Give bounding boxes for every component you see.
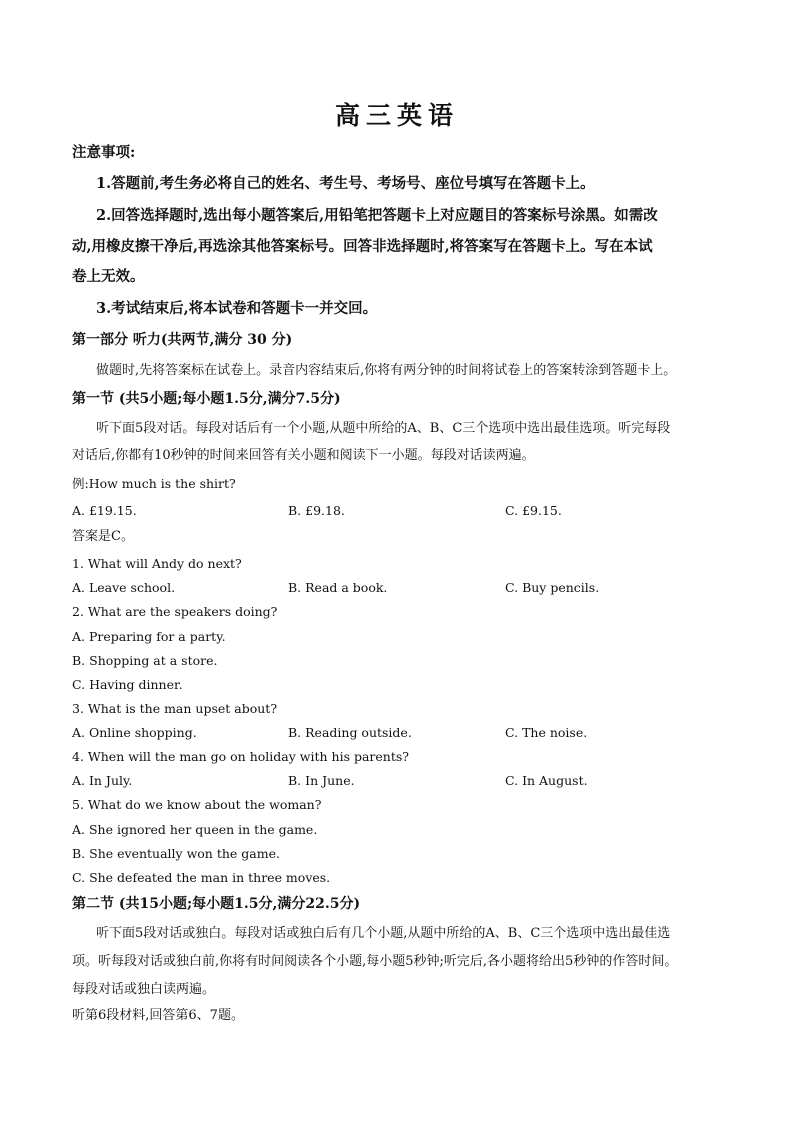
notice-heading: 注意事项:: [72, 144, 136, 161]
question-2: 2. What are the speakers doing?: [72, 604, 278, 619]
section2-instruction-line-3: 每段对话或独白读两遍。: [72, 982, 216, 997]
notice-item-2-line-1: 2.回答选择题时,选出每小题答案后,用铅笔把答题卡上对应题目的答案标号涂黑。如需改: [96, 207, 658, 224]
question-2-option-b: B. Shopping at a store.: [72, 653, 218, 668]
section1-instruction-line-2: 对话后,你都有10秒钟的时间来回答有关小题和阅读下一小题。每段对话读两遍。: [72, 448, 535, 463]
example-question: 例:How much is the shirt?: [72, 476, 236, 491]
section2-material-label: 听第6段材料,回答第6、7题。: [72, 1008, 244, 1023]
section2-instruction-line-1: 听下面5段对话或独白。每段对话或独白后有几个小题,从题中所给的A、B、C三个选项中选出最佳选: [96, 926, 671, 941]
example-answer: 答案是C。: [72, 529, 134, 544]
notice-item-3: 3.考试结束后,将本试卷和答题卡一并交回。: [96, 300, 378, 317]
notice-item-2-line-3: 卷上无效。: [72, 268, 145, 285]
question-3: 3. What is the man upset about?: [72, 701, 278, 716]
page-title: 高三英语: [334, 101, 459, 130]
question-1-option-c: C. Buy pencils.: [505, 580, 600, 595]
question-3-option-a: A. Online shopping.: [72, 725, 197, 740]
example-option-b: B. £9.18.: [288, 503, 345, 518]
question-3-option-b: B. Reading outside.: [288, 725, 412, 740]
section1-instruction-line-1: 听下面5段对话。每段对话后有一个小题,从题中所给的A、B、C三个选项中选出最佳选项。听完每段: [96, 421, 671, 436]
question-5-option-a: A. She ignored her queen in the game.: [72, 822, 318, 837]
question-5: 5. What do we know about the woman?: [72, 797, 322, 812]
part1-instruction: 做题时,先将答案标在试卷上。录音内容结束后,你将有两分钟的时间将试卷上的答案转涂到答题卡上。: [96, 363, 677, 378]
question-5-option-b: B. She eventually won the game.: [72, 846, 280, 861]
question-4-option-c: C. In August.: [505, 773, 588, 788]
question-5-option-c: C. She defeated the man in three moves.: [72, 870, 331, 885]
question-4-option-a: A. In July.: [72, 773, 133, 788]
notice-item-2-line-2: 动,用橡皮擦干净后,再选涂其他答案标号。回答非选择题时,将答案写在答题卡上。写在本试: [72, 238, 653, 255]
example-option-a: A. £19.15.: [72, 503, 137, 518]
example-option-c: C. £9.15.: [505, 503, 562, 518]
section1-heading: 第一节 (共5小题;每小题1.5分,满分7.5分): [72, 391, 341, 407]
section2-heading: 第二节 (共15小题;每小题1.5分,满分22.5分): [72, 896, 361, 912]
question-4-option-b: B. In June.: [288, 773, 355, 788]
notice-item-1: 1.答题前,考生务必将自己的姓名、考生号、考场号、座位号填写在答题卡上。: [96, 175, 595, 192]
question-4: 4. When will the man go on holiday with his parents?: [72, 749, 409, 764]
question-1: 1. What will Andy do next?: [72, 556, 242, 571]
section2-instruction-line-2: 项。听每段对话或独白前,你将有时间阅读各个小题,每小题5秒钟;听完后,各小题将给出5秒钟的作答时间。: [72, 954, 678, 969]
question-2-option-c: C. Having dinner.: [72, 677, 183, 692]
question-1-option-b: B. Read a book.: [288, 580, 388, 595]
question-1-option-a: A. Leave school.: [72, 580, 176, 595]
question-2-option-a: A. Preparing for a party.: [72, 629, 226, 644]
part1-heading: 第一部分 听力(共两节,满分 30 分): [72, 332, 293, 348]
question-3-option-c: C. The noise.: [505, 725, 588, 740]
